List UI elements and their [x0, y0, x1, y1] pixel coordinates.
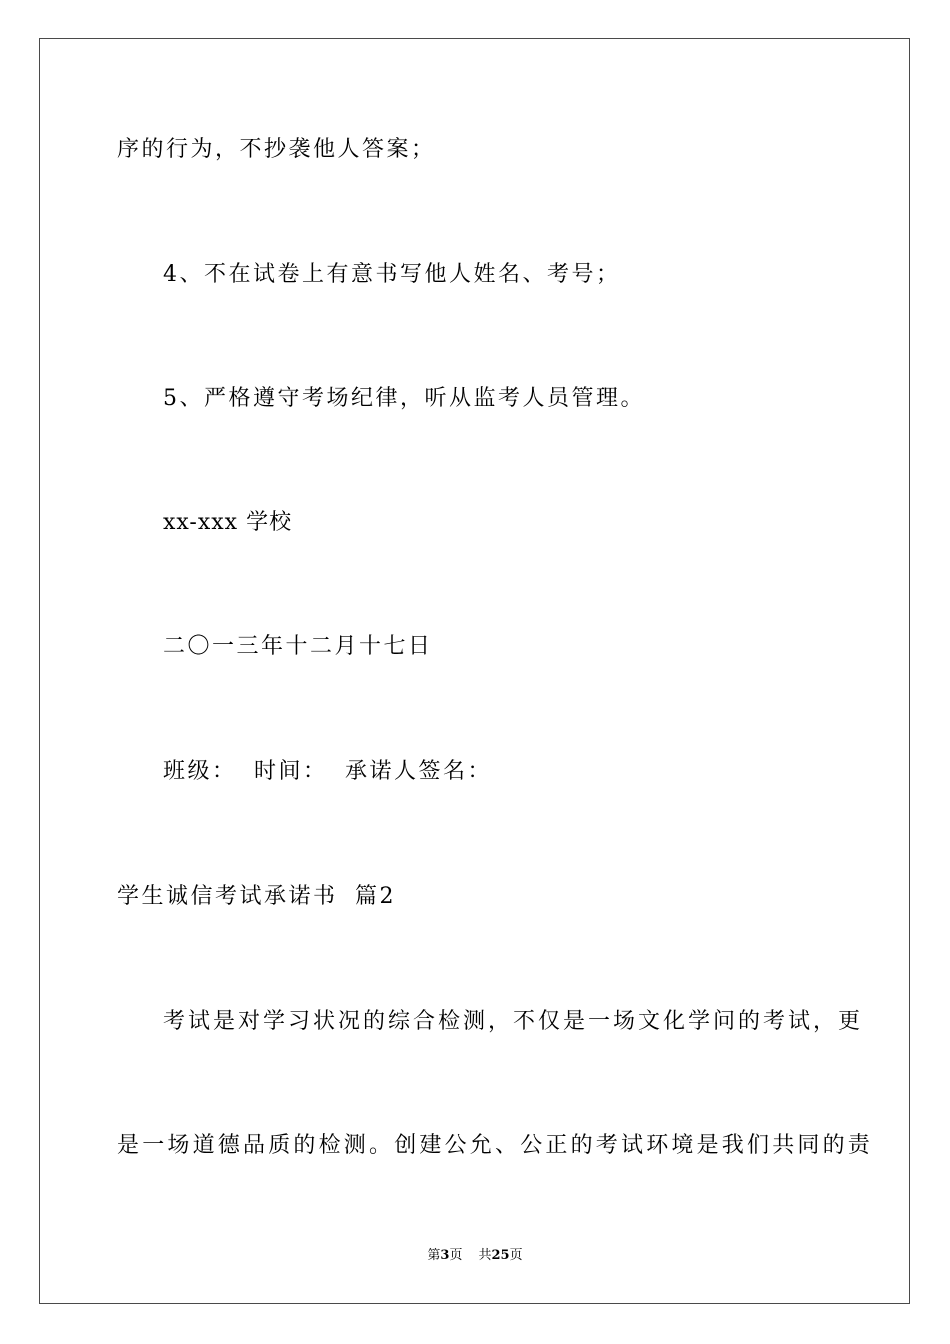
total-pages: 25: [491, 1248, 510, 1263]
body-line-9: 是一场道德品质的检测。创建公允、公正的考试环境是我们共同的责: [117, 1133, 874, 1158]
date-line: 二〇一三年十二月十七日: [163, 634, 433, 659]
signature-fields: 班级： 时间： 承诺人签名：: [163, 759, 492, 784]
total-suffix: 页: [509, 1248, 523, 1263]
body-line-2: 4、不在试卷上有意书写他人姓名、考号；: [163, 262, 621, 287]
section-heading: 学生诚信考试承诺书 篇2: [117, 884, 396, 909]
page-prefix: 第: [427, 1248, 441, 1263]
body-line-3: 5、严格遵守考场纪律，听从监考人员管理。: [163, 386, 645, 411]
page-footer: [0, 1247, 950, 1265]
page-border: [39, 38, 910, 1304]
body-line-8: 考试是对学习状况的综合检测，不仅是一场文化学问的考试，更: [163, 1009, 864, 1034]
total-prefix: 共: [478, 1248, 492, 1263]
page-suffix: 页: [449, 1248, 463, 1263]
page-number: 3: [440, 1248, 450, 1263]
body-line-1: 序的行为，不抄袭他人答案；: [117, 137, 436, 162]
school-name: xx-xxx 学校: [163, 510, 293, 535]
